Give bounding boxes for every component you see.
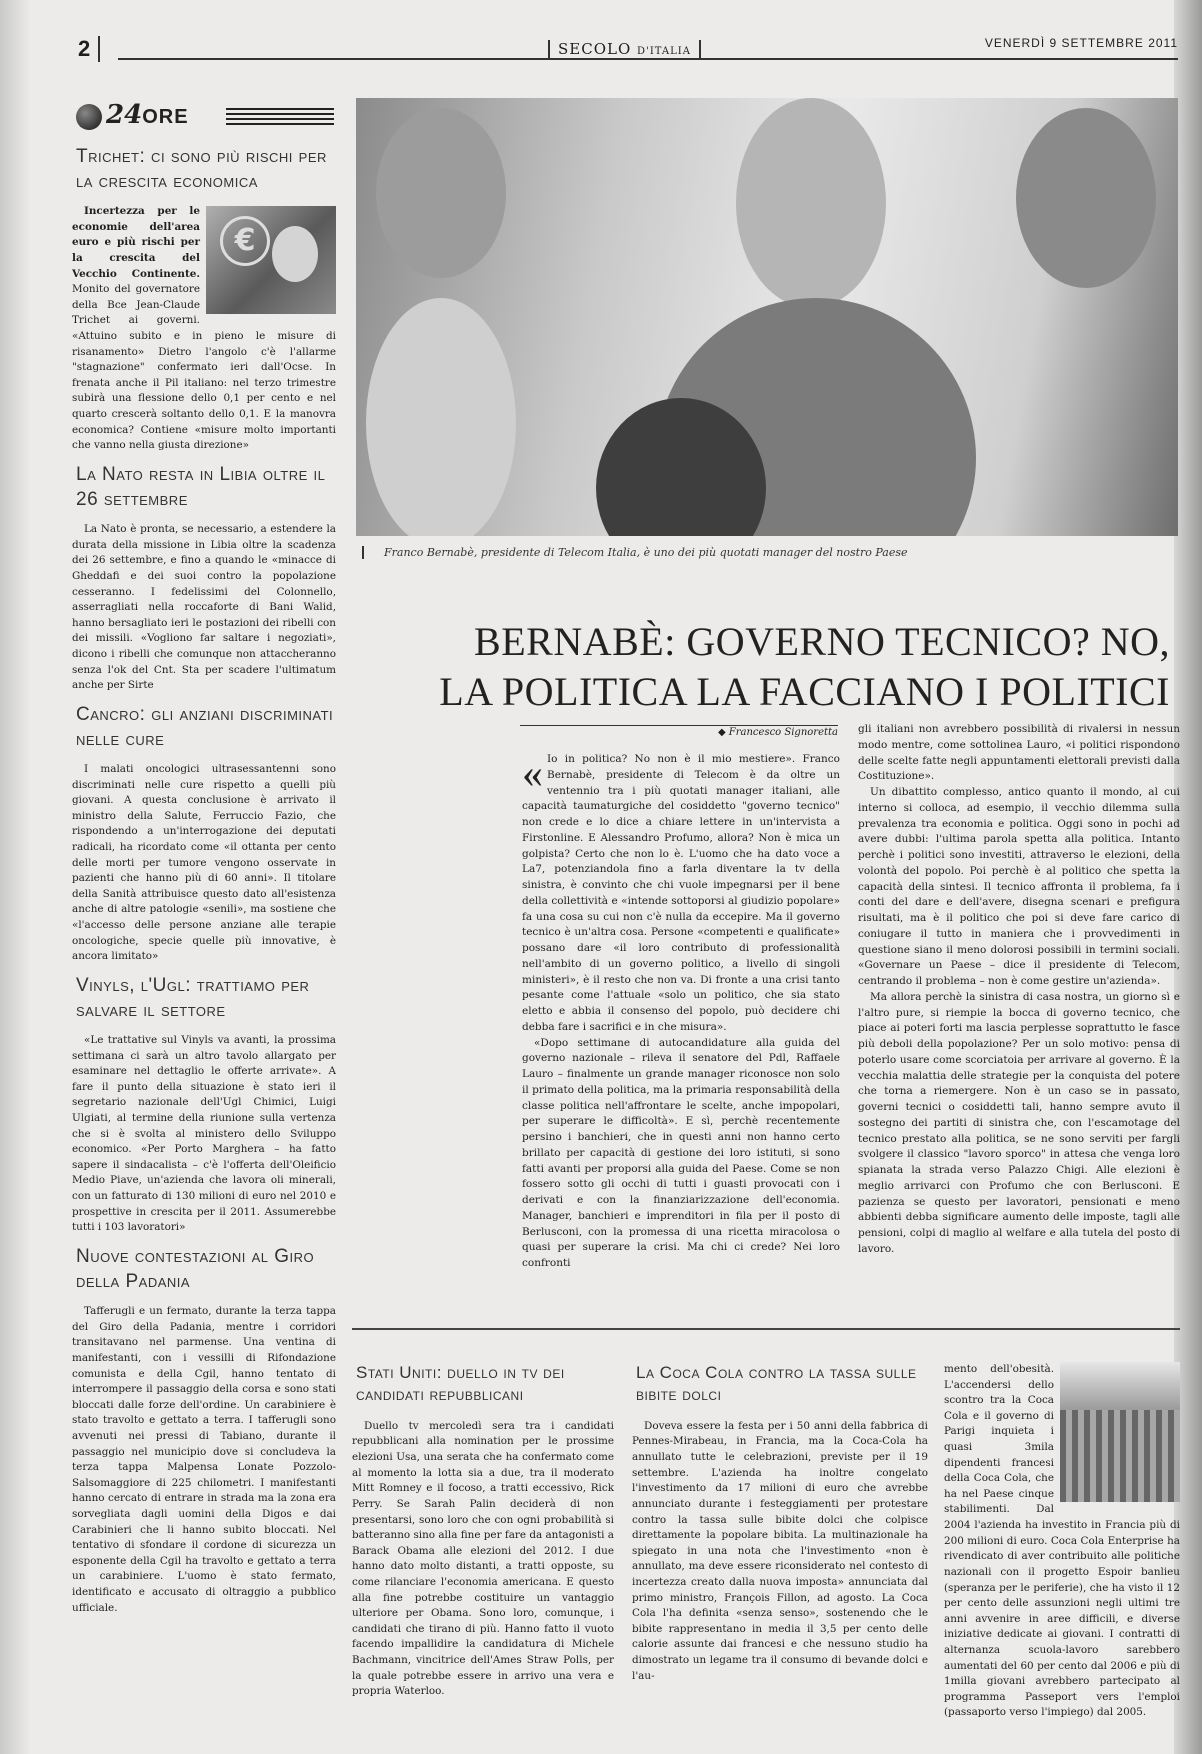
brief-coca-cola-continued: [944, 1362, 1180, 1721]
paper-name: [548, 40, 701, 58]
brief-trichet: [72, 144, 336, 454]
article-paragraph: «Dopo settimane di autocandidature alla guida del governo nazionale – rileva il senatore del Pdl, Raffaele Lauro – finalmente un grande manager riconosce non solo il primato della politica, ma la primaria responsabilità della classe politica nell'affrontare le scelte, anche impopolari, per superare le difficoltà». E sì, perchè recentemente persino i banchieri, che in questi anni non hanno certo brillato per capacità di gestione dei loro istituti, si sono fatti avanti per proporsi alla guida del Paese. Come se non fossero sotto gli occhi di tutti i guasti provocati con i derivati e con la finanziarizzazione dell'economia. Manager, banchieri e imprenditori in fila per il posto di Berlusconi, con la promessa di una ricetta miracolosa o quasi per superare la crisi. Ma chi ci crede? Nei loro confronti: [522, 1036, 840, 1269]
bernabe-photo: [356, 98, 1178, 536]
article-paragraph: Io in politica? No non è il mio mestiere». Franco Bernabè, presidente di Telecom è da oltre un ventennio tra i più quotati manager italiani, alle capacità taumaturgiche del cosiddetto "governo tecnico" non crede e lo dice a chiare lettere in un'intervista a Firstonline. E Alessandro Profumo, allora? Non è mica un golpista? Certo che non lo è. L'uomo che ha dato voce a La7, potenziandola fino a farla diventare la tv della sinistra, è convinto che chi vuole impegnarsi per il bene della collettività e «intende sottoporsi al giudizio popolare» fa una cosa su cui non c'è nulla da eccepire. Ma il governo tecnico è un'altra cosa. Persone «competenti e qualificate» possano dare «il loro contributo di professionalità nell'ambito di un governo politico, a livello di singoli ministeri», è il resto che non va. Di fronte a una crisi tanto pesante come l'attuale «solo un politico, che sia stato eletto e abbia il consenso del popolo, può decidere chi debba fare i sacrifici e in che misura».: [522, 753, 840, 1033]
page-number: 2: [78, 36, 100, 62]
brief-nato-libia: [72, 462, 336, 694]
brief-giro-padania: [72, 1244, 336, 1616]
brief-lead: Incertezza per le economie dell'area euro e più rischi per la crescita del Vecchio Continente.: [72, 205, 200, 280]
brief-body: La Nato è pronta, se necessario, a estendere la durata della missione in Libia oltre la scadenza dei 26 settembre, e fino a quando le «minacce di Gheddafi e dei suoi contro la popolazione cesseranno. I fedelissimi del Colonnello, asserragliati nella roccaforte di Bani Walid, hanno bersagliato ieri le postazioni dei ribelli con dei missili. «Vogliono far saltare i negoziati», dicono i ribelli che comunque non attaccheranno senza l'ok del Cnt. Sta per scadere l'ultimatum anche per Sirte: [72, 523, 336, 692]
photo-caption: Franco Bernabè, presidente di Telecom Italia, è uno dei più quotati manager del nostro Paese: [362, 546, 1184, 559]
brief-headline: Vinyls, l'Ugl: trattiamo per salvare il settore: [76, 974, 310, 1021]
brief-body: Duello tv mercoledì sera tra i candidati repubblicani alla nomination per le prossime elezioni Usa, una serata che ha confermato come al momento la lotta sia a due, tra il moderato Mitt Romney e il focoso, a tratti eccessivo, Rick Perry. Se Sarah Palin deciderà di non presentarsi, sono loro che con ogni probabilità si batteranno sino alla fine per fare da antagonisti a Barack Obama alle elezioni del 2012. I due hanno dato molto distanti, a tratti opposte, su come rilanciare l'economia americana. E questo alla fine potrebbe costituire un vantaggio ulteriore per Obama. Sono loro, comunque, i candidati che tirano di più. Hanno fatto il vuoto facendo impallidire la candidatura di Michele Bachmann, vincitrice dell'Ames Straw Polls, per la quale potrebbe essere in arrivo una vera e propria Waterloo.: [352, 1419, 614, 1698]
brief-body: Tafferugli e un fermato, durante la terza tappa del Giro della Padania, mentre i corridori transitavano nel parmense. Una ventina di manifestanti, con i vessilli di Rifondazione comunista e della Cgil, hanno tentato di interrompere il passaggio della corsa e sono stati bloccati dalle forze dell'ordine. Un carabiniere è stato travolto e gettato a terra. I tafferugli sono avvenuti nei pressi di Tabiano, durante il passaggio nel municipio dove si concludeva la terza tappa Malpensa Lonate Pozzolo-Salsomaggiore di 225 chilometri. I manifestanti hanno cercato di entrare in strada ma la zona era sorvegliata dagli uomini della Digos e dai Carabinieri che li hanno subito bloccati. Nel tentativo di sfondare il cordone di sicurezza un esponente della Cgil ha travolto e gettato a terra un carabiniere. L'uomo è stato fermato, identificato e accusato di oltraggio a pubblico ufficiale.: [72, 1305, 336, 1614]
headline-line-2: LA POLITICA LA FACCIANO I POLITICI: [439, 669, 1170, 715]
brief-body-continuation: mento dell'obesità. L'accendersi dello scontro tra la Coca Cola e il governo di Parigi inquieta i quasi 3mila dipendenti francesi della Coca Cola, che ha nel Paese cinque stabilimenti. Dal 2004 l'azienda ha investito in Francia più di 200 milioni di euro. Coca Cola Enterprise ha rivendicato di aver contribuito alle politiche nazionali con il progetto Espoir banlieu (speranza per le periferie), che ha visto il 12 per cento delle assunzioni negli ultimi tre anni avvenire in aree difficili, e diverse iniziative dedicate ai giovani. I contratti di alternanza scuola-lavoro sarebbero aumentati del 60 per cento dal 2006 e più di 1milla giovani avrebbero partecipato al programma Passeport vers l'emploi (passaporto verso l'impiego) dal 2005.: [944, 1363, 1180, 1719]
section-logo-text: [106, 100, 189, 130]
section-logo-word: ORE: [142, 106, 189, 128]
masthead: [78, 36, 1178, 66]
article-paragraph: gli italiani non avrebbero possibilità di rivalersi in nessun modo mentre, come sottolinea Lauro, «i politici rispondono delle scelte fatte negli appuntamenti elettorali previsti dalla Costituzione».: [858, 723, 1180, 783]
section-divider: [352, 1328, 1180, 1330]
brief-headline: Cancro: gli anziani discriminati nelle cure: [76, 703, 334, 750]
article-paragraph: Un dibattito complesso, antico quanto il mondo, al cui interno si colloca, ad esempio, il vecchio dilemma sulla prevalenza tra economia e politica. Oggi sono in pochi ad avere dubbi: l'ultima parola spetta alla politica. Intanto perchè i politici sono investiti, attraverso le elezioni, della volontà del popolo. Poi perchè è al politico che spetta la capacità della sintesi. Il tecnico affronta il problema, fa i conti del dare e dell'avere, disegna scenari e prefigura risultati, ma è il politico che poi si deve fare carico di coniugare il tutto in maniera che i provvedimenti in questione siano il meno dolorosi possibili in termini sociali. «Governare un Paese – dice il presidente di Telecom, centrando il problema – non è come gestire un'azienda».: [858, 786, 1180, 987]
headline-line-1: BERNABÈ: GOVERNO TECNICO? NO,: [474, 618, 1170, 664]
coca-cola-bottling-photo: [1060, 1362, 1180, 1502]
brief-headline: Nuove contestazioni al Giro della Padania: [76, 1245, 315, 1292]
euro-sign-icon: €: [220, 216, 270, 266]
paper-name-main: SECOLO: [558, 40, 632, 58]
trichet-photo: [206, 206, 336, 314]
brief-cancro: [72, 702, 336, 965]
brief-headline: La Nato resta in Libia oltre il 26 settembre: [76, 463, 326, 510]
page-left-shadow: [0, 0, 30, 1754]
brief-body: I malati oncologici ultrasessantenni sono discriminati nelle cure rispetto a quelli più giovani. A questa conclusione è arrivato il ministro della Salute, Ferruccio Fazio, che rispondendo a un'interrogazione dei deputati radicali, ha ricordato come «il ottanta per cento delle morti per tumore vengono osservate in pazienti che hanno più di 60 anni». Il titolare della Sanità attribuisce questo dato all'esistenza anche di altre patologie «senili», ma sostiene che «l'accesso delle persone anziane alle terapie oncologiche, specie quelle più innovative, è ancora limitato»: [72, 762, 336, 963]
photo-woman-hair: [366, 298, 516, 536]
brief-headline: Stati Uniti: duello in tv dei candidati repubblicani: [356, 1363, 565, 1405]
brief-headline: La Coca Cola contro la tassa sulle bibite dolci: [636, 1363, 917, 1405]
article-column-1: [522, 752, 840, 1272]
brief-text: Monito del governatore della Bce Jean-Claude Trichet ai governi. «Attuino subito e in pieno le misure di risanamento» Dietro l'angolo c'è l'allarme "stagnazione" confermato ieri dall'Ocse. In frenata anche il Pil italiano: nel terzo trimestre subirà una flessione dello 0,1 per cento e nel quarto crescerà soltanto dello 0,1. E la manovra economica? Contiene «misure molto importanti che vanno nella giusta direzione»: [72, 283, 336, 452]
article-paragraph: Ma allora perchè la sinistra di casa nostra, un giorno sì e l'altro pure, si riempie la bocca di governo tecnico, che piace ai poteri forti ma lascia perplesse soprattutto le fasce più deboli della popolazione? Per un solo motivo: pensa di poterlo usare come scorciatoia per arrivare al governo. È la vecchia malattia delle strategie per la conquista del potere che torna a riemergere. Non è un caso se in passato, governi tecnici o cosiddetti tali, hanno sempre avuto il sostegno dei partiti di sinistra che, con l'escamotage del tecnico prestato alla politica, se ne sono serviti per fargli svolgere il classico "lavoro sporco" in attesa che venga loro spianata la strada verso Palazzo Chigi. Alle elezioni è meglio arrivarci con Profumo che con Berlusconi. E pazienza se questo per lavoratori, pensionati e meno abbienti debba significare aumento delle imposte, tagli alle pensioni, colpi di maglio al welfare e alla tutela del posto di lavoro.: [858, 990, 1180, 1255]
section-logo-bars: [226, 108, 334, 128]
paper-name-suffix: D'ITALIA: [637, 46, 691, 57]
article-byline: ◆ Francesco Signoretta: [520, 725, 838, 738]
left-briefs-column: [72, 144, 336, 1624]
brief-headline: Trichet: ci sono più rischi per la crescita economica: [76, 146, 327, 193]
photo-left-man: [376, 108, 506, 278]
brief-body: «Le trattative sul Vinyls va avanti, la prossima settimana ci sarà un altro tavolo allargato per esaminare nel dettaglio le offerte arrivate». A fare il punto della situazione è stato ieri il segretario nazionale dell'Ugl Chimici, Luigi Ulgiati, al termine della riunione sulla vertenza che si è svolta al ministero dello Sviluppo economico. «Per Porto Marghera – ha fatto sapere il sindacalista – c'è l'offerta dell'Oleificio Medio Piave, un'azienda che lavora oli minerali, con un fatturato di 130 milioni di euro nel 2010 e prospettive in crescita per il 2011. Assumerebbe tutti i 103 lavoratori»: [72, 1034, 336, 1234]
masthead-rule: [118, 58, 1178, 60]
brief-vinyls: [72, 973, 336, 1236]
section-logo-number: 24: [106, 100, 143, 130]
photo-bernabe-face: [736, 98, 886, 308]
brief-stati-uniti: [352, 1362, 614, 1700]
article-column-2: [858, 722, 1180, 1258]
portrait-face: [272, 226, 318, 282]
main-headline: [370, 617, 1170, 718]
photo-right-man: [1016, 108, 1156, 288]
24ore-section-logo: [76, 102, 334, 132]
brief-body: Doveva essere la festa per i 50 anni della fabbrica di Pennes-Mirabeau, in Francia, ma la Coca-Cola ha annullato tutte le celebrazioni, previste per il 19 settembre. L'azienda ha inoltre congelato l'investimento da 17 milioni di euro che avrebbe annunciato durante i festeggiamenti per protestare contro la tassa sulle bibite dolci che colpisce direttamente la popolare bibita. La multinazionale ha spiegato in una nota che l'investimento «non è annullato, ma deve essere riconsiderato nel contesto di incertezza creato dalla nuova imposta» annunciata dal primo ministro, François Fillon, ad agosto. La Coca Cola l'ha definita «senza senso», sostenendo che le bibite rappresentano in media il 3,5 per cento delle calorie assunte dai francesi e che nessuno studio ha dimostrato un legame tra il consumo di bevande dolci e l'au-: [632, 1419, 928, 1682]
globe-icon: [76, 104, 102, 130]
issue-date: VENERDÌ 9 SETTEMBRE 2011: [984, 36, 1178, 50]
brief-coca-cola: [632, 1362, 928, 1684]
drop-quote-mark: «: [522, 751, 543, 797]
